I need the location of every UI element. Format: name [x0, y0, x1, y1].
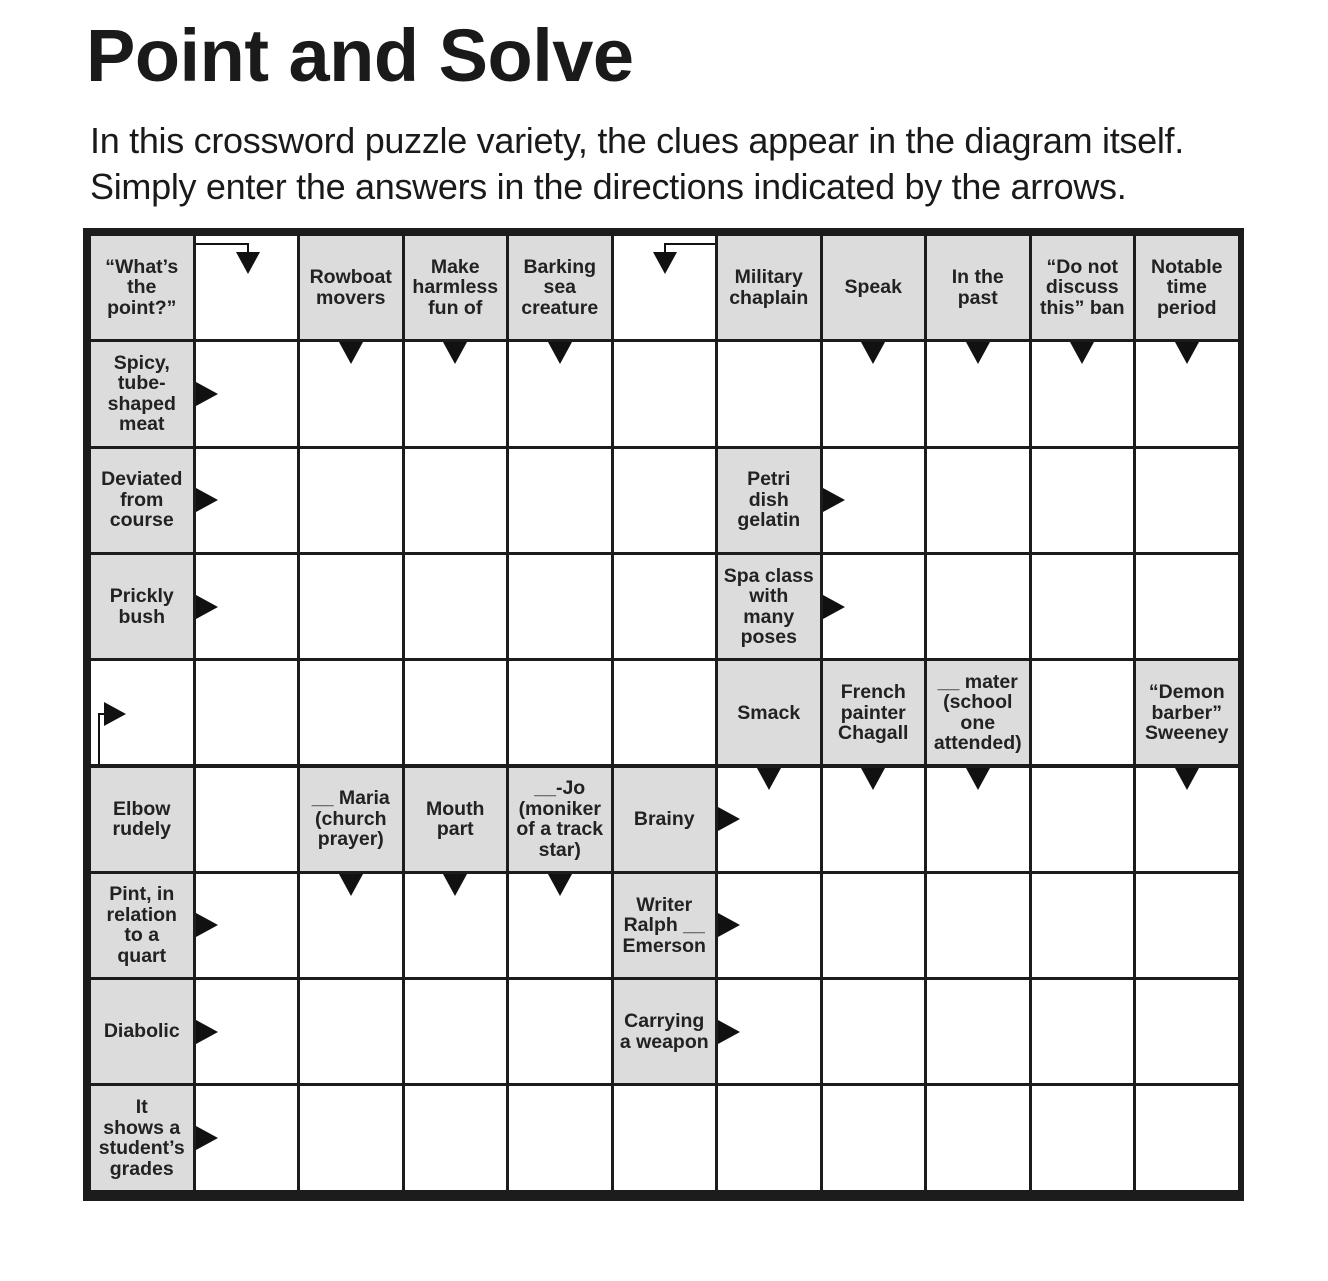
clue-line: Sweeney	[1145, 722, 1229, 745]
answer-cell[interactable]	[196, 1086, 298, 1189]
clue-cell	[718, 555, 820, 658]
clue-line: a weapon	[619, 1030, 709, 1053]
clue-line: Military	[734, 266, 803, 289]
answer-cell[interactable]	[927, 768, 1029, 871]
clue-text	[843, 277, 904, 298]
answer-cell[interactable]	[509, 1086, 611, 1189]
answer-cell[interactable]	[196, 342, 298, 445]
clue-line: Spa class	[723, 564, 814, 587]
clue-line: Brainy	[633, 807, 695, 830]
crossword-grid	[91, 236, 1236, 1193]
answer-cell[interactable]	[823, 980, 925, 1083]
arrow-down-icon	[861, 342, 885, 364]
clue-text	[310, 788, 392, 850]
answer-cell[interactable]	[196, 555, 298, 658]
clue-cell	[1136, 661, 1238, 764]
clue-line: bush	[118, 605, 166, 628]
clue-line: time	[1166, 276, 1207, 299]
answer-cell[interactable]	[718, 768, 820, 871]
clue-line: past	[957, 286, 998, 309]
arrow-right-icon	[718, 807, 740, 831]
clue-cell	[1032, 236, 1134, 339]
arrow-down-icon	[443, 874, 467, 896]
answer-cell[interactable]	[509, 874, 611, 977]
clue-line: sea	[543, 276, 577, 299]
bent-arrow-line	[98, 714, 100, 764]
arrow-down-icon	[548, 342, 572, 364]
answer-cell[interactable]	[405, 1086, 507, 1189]
arrow-down-icon	[339, 874, 363, 896]
clue-line: this” ban	[1039, 296, 1125, 319]
answer-cell[interactable]	[405, 449, 507, 552]
answer-cell[interactable]	[300, 980, 402, 1083]
answer-cell[interactable]	[405, 874, 507, 977]
answer-cell[interactable]	[1032, 980, 1134, 1083]
clue-text	[1038, 257, 1127, 319]
answer-cell[interactable]	[509, 661, 611, 764]
clue-cell	[91, 449, 193, 552]
clue-line: Mouth	[426, 797, 485, 820]
clue-line: Make	[430, 255, 480, 278]
clue-cell	[91, 874, 193, 977]
clue-line: dish	[748, 488, 789, 511]
answer-cell[interactable]	[614, 236, 716, 339]
clue-text	[99, 469, 184, 531]
answer-cell[interactable]	[1136, 342, 1238, 445]
clue-cell	[718, 236, 820, 339]
arrow-down-icon	[548, 874, 572, 896]
arrow-right-icon	[718, 1020, 740, 1044]
answer-cell[interactable]	[927, 874, 1029, 977]
answer-cell[interactable]	[1136, 980, 1238, 1083]
answer-cell[interactable]	[196, 661, 298, 764]
clue-line: Prickly	[109, 585, 174, 608]
arrow-down-icon	[861, 768, 885, 790]
clue-text	[932, 672, 1024, 754]
clue-line: Notable	[1150, 255, 1223, 278]
clue-cell	[405, 236, 507, 339]
clue-line: Speak	[844, 276, 902, 299]
clue-line: It	[135, 1096, 148, 1119]
answer-cell[interactable]	[300, 1086, 402, 1189]
clue-line: relation	[106, 903, 177, 926]
arrow-head	[104, 702, 126, 726]
clue-line: quart	[117, 944, 167, 967]
answer-cell[interactable]	[1136, 555, 1238, 658]
clue-line: French	[840, 681, 906, 704]
clue-line: creature	[521, 296, 599, 319]
clue-line: meat	[118, 413, 165, 436]
clue-text	[97, 1097, 187, 1179]
arrow-right-icon	[196, 1126, 218, 1150]
clue-line: of a track	[516, 818, 604, 841]
clue-cell	[927, 236, 1029, 339]
clue-line: Rowboat	[309, 266, 392, 289]
answer-cell[interactable]	[927, 342, 1029, 445]
answer-cell[interactable]	[1136, 768, 1238, 871]
answer-cell[interactable]	[509, 449, 611, 552]
clue-line: Ralph __	[623, 914, 705, 937]
clue-text	[621, 895, 708, 957]
clue-cell	[91, 236, 193, 339]
clue-line: with	[749, 585, 789, 608]
clue-line: barber”	[1151, 701, 1222, 724]
clue-cell	[91, 980, 193, 1083]
answer-cell[interactable]	[1032, 555, 1134, 658]
answer-cell[interactable]	[405, 661, 507, 764]
clue-line: the	[127, 276, 157, 299]
puzzle-title: Point and Solve	[86, 14, 634, 97]
clue-line: gelatin	[737, 509, 801, 532]
clue-line: “Do not	[1046, 255, 1118, 278]
clue-text	[108, 586, 176, 627]
clue-line: to a	[124, 924, 160, 947]
clue-line: “What’s	[105, 255, 179, 278]
clue-line: harmless	[412, 276, 499, 299]
clue-text	[110, 799, 173, 840]
clue-line: “Demon	[1148, 681, 1225, 704]
arrow-down-icon	[1175, 342, 1199, 364]
answer-cell[interactable]	[614, 342, 716, 445]
arrow-down-icon	[339, 342, 363, 364]
answer-cell[interactable]	[1032, 1086, 1134, 1189]
clue-line: movers	[316, 286, 386, 309]
answer-cell[interactable]	[823, 449, 925, 552]
clue-line: Diabolic	[103, 1020, 180, 1043]
clue-line: __-Jo	[534, 777, 586, 800]
clue-cell	[91, 555, 193, 658]
answer-cell[interactable]	[927, 449, 1029, 552]
clue-text	[632, 809, 697, 830]
clue-line: star)	[538, 838, 581, 861]
clue-cell	[718, 449, 820, 552]
arrow-down-icon	[966, 342, 990, 364]
arrow-right-icon	[823, 488, 845, 512]
answer-cell[interactable]	[1032, 874, 1134, 977]
clue-line: Emerson	[622, 934, 706, 957]
clue-cell	[509, 236, 611, 339]
answer-cell[interactable]	[196, 874, 298, 977]
bent-arrow-line	[196, 243, 248, 245]
arrow-down-icon	[966, 768, 990, 790]
clue-cell	[718, 661, 820, 764]
answer-cell[interactable]	[823, 768, 925, 871]
instructions	[90, 118, 1310, 210]
clue-line: (school	[943, 691, 1013, 714]
clue-line: chaplain	[729, 286, 809, 309]
clue-text	[950, 267, 1006, 308]
clue-line: (church	[314, 807, 387, 830]
clue-line: shaped	[107, 392, 176, 415]
answer-cell[interactable]	[300, 555, 402, 658]
clue-line: from	[120, 488, 164, 511]
clue-line: Elbow	[113, 797, 171, 820]
arrow-down-icon	[443, 342, 467, 364]
clue-line: discuss	[1045, 276, 1119, 299]
clue-cell	[91, 768, 193, 871]
clue-line: Pint, in	[109, 883, 175, 906]
clue-line: painter	[840, 701, 906, 724]
answer-cell[interactable]	[405, 980, 507, 1083]
clue-line: one	[960, 711, 996, 734]
answer-cell[interactable]	[300, 874, 402, 977]
arrow-right-icon	[823, 595, 845, 619]
clue-text	[722, 566, 816, 648]
clue-text	[308, 267, 394, 308]
answer-cell[interactable]	[196, 236, 298, 339]
answer-cell[interactable]	[196, 449, 298, 552]
clue-line: Petri	[747, 468, 791, 491]
clue-line: Smack	[737, 701, 801, 724]
answer-cell[interactable]	[823, 555, 925, 658]
instructions-line: In this crossword puzzle variety, the clues appear in the diagram itself.	[90, 120, 1184, 161]
clue-cell	[614, 874, 716, 977]
clue-text	[424, 799, 486, 840]
clue-line: Barking	[523, 255, 597, 278]
clue-line: Spicy,	[113, 351, 170, 374]
answer-cell[interactable]	[196, 768, 298, 871]
answer-cell[interactable]	[718, 980, 820, 1083]
arrow-head	[236, 252, 260, 274]
answer-cell[interactable]	[405, 342, 507, 445]
clue-line: student’s	[98, 1137, 185, 1160]
clue-cell	[91, 342, 193, 445]
clue-line: tube-	[117, 372, 166, 395]
answer-cell[interactable]	[300, 342, 402, 445]
clue-line: part	[436, 818, 474, 841]
answer-cell[interactable]	[614, 661, 716, 764]
clue-text	[106, 353, 178, 435]
arrow-right-icon	[196, 595, 218, 619]
clue-text	[410, 257, 500, 319]
answer-cell[interactable]	[300, 449, 402, 552]
clue-line: Deviated	[101, 468, 183, 491]
clue-line: prayer)	[317, 828, 384, 851]
clue-line: shows a	[103, 1116, 181, 1139]
answer-cell[interactable]	[509, 342, 611, 445]
answer-cell[interactable]	[1032, 449, 1134, 552]
clue-line: period	[1156, 296, 1217, 319]
answer-cell[interactable]	[614, 555, 716, 658]
clue-cell	[300, 236, 402, 339]
answer-cell[interactable]	[1136, 1086, 1238, 1189]
answer-cell[interactable]	[1032, 768, 1134, 871]
answer-cell[interactable]	[927, 555, 1029, 658]
answer-cell[interactable]	[823, 1086, 925, 1189]
answer-cell[interactable]	[927, 980, 1029, 1083]
clue-text	[519, 257, 600, 319]
answer-cell[interactable]	[91, 661, 193, 764]
answer-cell[interactable]	[718, 874, 820, 977]
clue-text	[618, 1011, 711, 1052]
answer-cell[interactable]	[718, 1086, 820, 1189]
answer-cell[interactable]	[823, 874, 925, 977]
clue-text	[1143, 682, 1230, 744]
answer-cell[interactable]	[614, 1086, 716, 1189]
answer-cell[interactable]	[614, 449, 716, 552]
arrow-right-icon	[718, 913, 740, 937]
arrow-right-icon	[196, 913, 218, 937]
arrow-down-icon	[757, 768, 781, 790]
clue-text	[514, 778, 605, 860]
puzzle-board	[83, 228, 1244, 1201]
arrow-right-icon	[196, 382, 218, 406]
clue-line: course	[109, 509, 174, 532]
arrow-right-icon	[196, 1020, 218, 1044]
answer-cell[interactable]	[823, 342, 925, 445]
answer-cell[interactable]	[718, 342, 820, 445]
clue-cell	[614, 980, 716, 1083]
clue-text	[1149, 257, 1225, 319]
clue-cell	[614, 768, 716, 871]
clue-line: __ Maria	[311, 787, 390, 810]
answer-cell[interactable]	[509, 980, 611, 1083]
answer-cell[interactable]	[1032, 342, 1134, 445]
clue-line: poses	[740, 626, 797, 649]
clue-line: rudely	[112, 818, 172, 841]
arrow-head	[653, 252, 677, 274]
answer-cell[interactable]	[509, 555, 611, 658]
bent-arrow-line	[664, 243, 716, 245]
clue-line: attended)	[933, 732, 1022, 755]
clue-line: __ mater	[937, 670, 1018, 693]
clue-line: point?”	[107, 296, 177, 319]
clue-line: (moniker	[518, 797, 601, 820]
clue-cell	[509, 768, 611, 871]
clue-cell	[823, 661, 925, 764]
clue-cell	[823, 236, 925, 339]
clue-text	[735, 469, 802, 531]
clue-text	[103, 257, 180, 319]
clue-text	[836, 682, 910, 744]
answer-cell[interactable]	[1136, 874, 1238, 977]
arrow-down-icon	[1070, 342, 1094, 364]
clue-text	[102, 1021, 182, 1042]
clue-cell	[300, 768, 402, 871]
clue-line: Carrying	[624, 1010, 705, 1033]
clue-line: grades	[109, 1157, 174, 1180]
answer-cell[interactable]	[196, 980, 298, 1083]
clue-line: In the	[951, 266, 1004, 289]
clue-cell	[1136, 236, 1238, 339]
clue-cell	[405, 768, 507, 871]
clue-text	[105, 884, 179, 966]
answer-cell[interactable]	[927, 1086, 1029, 1189]
clue-line: Writer	[636, 893, 693, 916]
clue-text	[727, 267, 810, 308]
clue-line: many	[743, 605, 795, 628]
answer-cell[interactable]	[300, 661, 402, 764]
clue-text	[735, 703, 802, 724]
answer-cell[interactable]	[405, 555, 507, 658]
arrow-down-icon	[1175, 768, 1199, 790]
arrow-right-icon	[196, 488, 218, 512]
clue-cell	[927, 661, 1029, 764]
clue-line: fun of	[428, 296, 483, 319]
clue-line: Chagall	[838, 722, 909, 745]
answer-cell[interactable]	[1032, 661, 1134, 764]
instructions-line: Simply enter the answers in the directions indicated by the arrows.	[90, 166, 1127, 207]
clue-cell	[91, 1086, 193, 1189]
answer-cell[interactable]	[1136, 449, 1238, 552]
